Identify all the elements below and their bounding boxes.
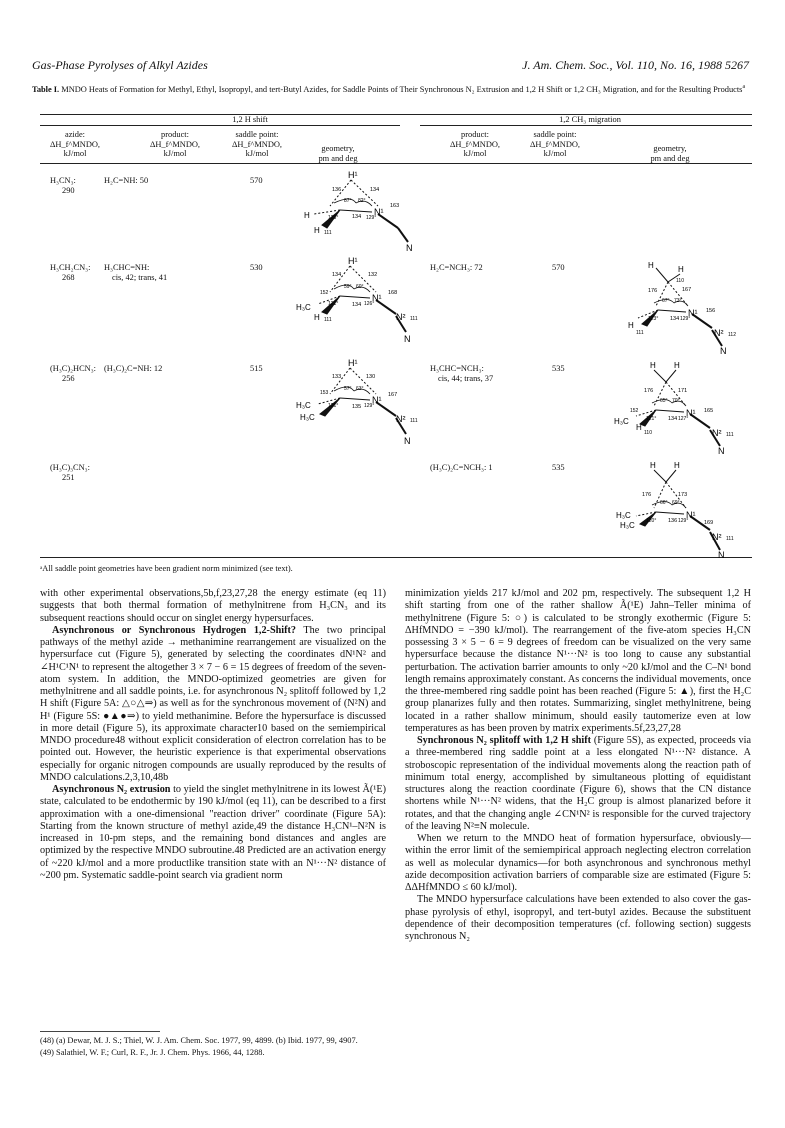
- row2-h-product-isomers: cis, 42; trans, 41: [112, 273, 168, 282]
- geometry-isopropyl-h-shift: [290, 356, 440, 448]
- geo6-sub: H₃C: [616, 511, 631, 520]
- geo4-b1: 134: [670, 316, 680, 322]
- geo2-n2: N²: [396, 312, 406, 322]
- geo6-top2: H: [674, 461, 680, 470]
- geo1-a1: 136: [332, 187, 342, 193]
- right-paragraph-4: [405, 894, 751, 943]
- table-footnote: ᵃAll saddle point geometries have been gradient norm minimized (see text).: [40, 564, 293, 573]
- geo2-b1: 134: [352, 302, 362, 308]
- geo1-a4: 82°: [358, 198, 366, 204]
- row4-azide: (H₃C)₃CN₃:: [50, 463, 90, 472]
- reference-48: (48) (a) Dewar, M. J. S.; Thiel, W. J. Am. Chem. Soc. 1977, 99, 4899. (b) Ibid. 1977, 99, 4907.: [40, 1036, 358, 1045]
- geo6-sub2: H₃C: [620, 521, 635, 530]
- col-header-azide-line3: kJ/mol: [63, 149, 87, 158]
- left-paragraph-3-text: to yield the singlet methylnitrene in its lowest Ã(¹E) state, calculated to be endothermic by 190 kJ/mol (eq 11), can be described to a first approximation with a one-dimensional "reaction driver" coordinate (Figure 5A): Starting from the known structure of methyl azide,49 the distance H₃CN¹–N²N is increased in 10-pm steps, and the remaining bond distances and angles are optimized by the respective MNDO subroutine.48 Predicted are an activation energy of ~220 kJ/mol and a more productlike transition state with an N¹···N² distance of ~200 pm. Systematic saddle-point search via gradient norm: [40, 784, 386, 881]
- geo6-a2: 173: [678, 492, 688, 498]
- geo5-h: H: [636, 423, 642, 432]
- geo4-c-distance: 167: [682, 287, 692, 293]
- col-header-h-product: [140, 130, 210, 159]
- row2-azide: H₃CH₂CN₃:: [50, 263, 91, 272]
- geo1-h: H: [314, 226, 320, 235]
- geo5-n1: N¹: [686, 408, 696, 418]
- geo6-n3: N: [718, 550, 725, 560]
- geo2-b3: 126°: [364, 301, 375, 307]
- geo1-n1: N¹: [374, 207, 384, 217]
- geometry-methyl-h-shift: [300, 170, 440, 252]
- ch3-group-rule: [420, 125, 752, 126]
- group-header-h-shift: 1,2 H shift: [232, 115, 268, 124]
- geo3-a1: 133: [332, 374, 342, 380]
- geo2-sub: H₃C: [296, 303, 311, 312]
- geo5-top: H: [650, 361, 656, 370]
- right-paragraph-2-text: (Figure 5S), as expected, proceeds via a three-membered ring saddle point at a less elongated N¹···N² distance. A stroboscopic representation of the individual movements along the reaction path of minimum total energy, accomplished by simultaneous plotting of equidistant structures along the reaction coordinate (Figure 6), shows that the CN distance shortens while N¹···N² widens, that the H₂C group is almost planarized before it rotates, and that the changing angle ∠CN¹N² is responsible for the curved trajectory of the leaving N²≡N molecule.: [405, 735, 752, 832]
- geo4-b3: 129°: [680, 316, 691, 322]
- col-header-m-saddle-line2: ΔH_f^MNDO,: [529, 139, 581, 149]
- table-caption-text: MNDO Heats of Formation for Methyl, Ethyl, Isopropyl, and tert-Butyl Azides, for Saddle Points of Their Synchronous N₂ Extrusion and 1,2 H Shift or 1,2 CH₃ Migration, and for the Resulting Products: [61, 84, 743, 94]
- geo5-b1: 134: [668, 416, 678, 422]
- geo6-b1: 136: [668, 518, 678, 524]
- geo5-b2: 121°: [646, 416, 657, 422]
- left-paragraph-1: [40, 588, 386, 625]
- geo5-n2: N²: [712, 428, 722, 438]
- geo1-h-distance: 111: [324, 230, 332, 236]
- geo4-top: H: [648, 261, 654, 270]
- row2-h-product: H₃CHC=NH:: [104, 263, 150, 272]
- col-header-m-saddle: [520, 130, 590, 159]
- geo5-h-distance: 110: [644, 430, 652, 436]
- geo2-n2-distance: 111: [410, 316, 418, 322]
- row2-h-saddle: 530: [250, 263, 263, 272]
- geo1-b1: 134: [352, 214, 362, 220]
- geo1-b3: 129°: [366, 215, 377, 221]
- table-label: Table I.: [32, 84, 60, 94]
- left-paragraph-3: [40, 784, 386, 882]
- row3-h-saddle: 515: [250, 364, 263, 373]
- geo4-n3: N: [720, 346, 727, 356]
- geo4-top2: H: [678, 265, 684, 274]
- col-header-m-geometry: [630, 144, 710, 163]
- col-header-h-saddle-line3: kJ/mol: [245, 149, 269, 158]
- row2-m-product: H₂C=NCH₃: 72: [430, 263, 483, 272]
- geo5-b3: 127°: [678, 416, 689, 422]
- geometry-ethyl-h-shift: [290, 254, 440, 344]
- left-paragraph-1-text: with other experimental observations,5b,f,23,27,28 the energy estimate (eq 11) suggests that both thermal formation of methylnitrene from H₃CN₃ and its subsequent reactions should occur on singlet energy hypersurfaces.: [40, 588, 386, 624]
- geo6-a3: 66°: [660, 500, 668, 506]
- col-header-azide: [44, 130, 106, 159]
- geo5-c-distance: 152: [630, 408, 639, 414]
- geo2-a1: 134: [332, 272, 342, 278]
- geo5-a3: 65°: [660, 398, 668, 404]
- geo5-n2-distance: 111: [726, 432, 734, 438]
- geo2-a3: 59°: [344, 284, 352, 290]
- geo1-a5: 163: [390, 203, 400, 209]
- geo4-top-distance: 110: [676, 278, 684, 284]
- col-header-m-geometry-line2: pm and deg: [650, 153, 690, 163]
- row1-azide-value: 290: [62, 186, 75, 195]
- geo4-h-distance: 111: [636, 330, 644, 336]
- col-header-h-saddle: [222, 130, 292, 159]
- table-header-rule: [40, 163, 752, 164]
- col-header-m-product-line3: kJ/mol: [463, 149, 487, 158]
- geo6-n2: N²: [712, 532, 722, 542]
- geo3-a2: 130: [366, 374, 376, 380]
- geo1-a3: 87°: [344, 198, 352, 204]
- geo2-h-distance: 111: [324, 317, 332, 323]
- left-paragraph-2: [40, 625, 386, 784]
- caption-footnote-mark: a: [742, 84, 746, 90]
- geo5-a1: 176: [644, 388, 654, 394]
- right-paragraph-4-text: The MNDO hypersurface calculations have been extended to also cover the gas-phase pyrolysis of ethyl, isopropyl, and tert-butyl azides. Because the substituent dependence of their decomposition temperatures (cf. following section) suggests synchronous N₂: [405, 894, 751, 942]
- col-header-h-saddle-line1: saddle point:: [235, 130, 279, 139]
- geo4-n2-distance: 112: [728, 332, 736, 338]
- geo2-n1: N¹: [372, 293, 382, 303]
- col-header-h-product-line3: kJ/mol: [163, 149, 187, 158]
- row1-h-saddle: 570: [250, 176, 263, 185]
- h-shift-group-rule: [40, 125, 400, 126]
- geo3-b1: 135: [352, 404, 362, 410]
- geo5-a2: 171: [678, 388, 688, 394]
- geo6-n1: N¹: [686, 510, 696, 520]
- geo1-a2: 134: [370, 187, 380, 193]
- right-paragraph-1: [405, 588, 751, 735]
- col-header-m-geometry-line1: geometry,: [653, 144, 687, 153]
- row3-azide: (H₃C)₂HCN₃:: [50, 364, 96, 373]
- geo3-sub: H₃C: [296, 401, 311, 410]
- geo1-b2: 123°: [328, 215, 339, 221]
- left-paragraph-3-heading: Asynchronous N₂ extrusion: [52, 784, 171, 795]
- row4-azide-value: 251: [62, 473, 75, 482]
- geo6-a4: 69°: [672, 500, 680, 506]
- geo2-a5: 168: [388, 290, 398, 296]
- table-caption: [32, 82, 750, 95]
- geo2-a4: 60°: [356, 284, 364, 290]
- geo6-b3: 129°: [678, 518, 689, 524]
- col-header-h-product-line1: product:: [161, 130, 189, 139]
- geo3-top: H¹: [348, 358, 358, 368]
- col-header-h-saddle-line2: ΔH_f^MNDO,: [231, 139, 283, 149]
- col-header-azide-line1: azide:: [65, 130, 85, 139]
- geo3-n2-distance: 111: [410, 418, 418, 424]
- geo3-c-distance: 153: [320, 390, 329, 396]
- geo3-a4: 63°: [356, 386, 364, 392]
- geometry-tert-butyl-ch3-migration: [612, 456, 762, 560]
- geo3-n2: N²: [396, 414, 406, 424]
- row1-azide: H₃CN₃:: [50, 176, 76, 185]
- geo6-a1: 176: [642, 492, 652, 498]
- geo4-a1: 176: [648, 288, 658, 294]
- geo5-n3: N: [718, 446, 725, 456]
- row4-m-saddle: 535: [552, 463, 565, 472]
- geo3-n3: N: [404, 436, 411, 446]
- running-title: Gas-Phase Pyrolyses of Alkyl Azides: [32, 58, 208, 72]
- row3-h-product: (H₃C)₂C=NH: 12: [104, 364, 163, 373]
- row2-m-saddle: 570: [552, 263, 565, 272]
- right-paragraph-2-heading: Synchronous N₂ splitoff with 1,2 H shift: [417, 735, 591, 746]
- geo2-c-distance: 152: [320, 290, 329, 296]
- group-header-ch3-migration: 1,2 CH₃ migration: [559, 115, 621, 124]
- geo4-n2: N²: [714, 328, 724, 338]
- col-header-m-product-line1: product:: [461, 130, 489, 139]
- geo5-a5: 165: [704, 408, 714, 414]
- geo3-sub2: H₃C: [300, 413, 315, 422]
- geometry-isopropyl-ch3-migration: [614, 356, 764, 456]
- left-paragraph-2-heading: Asynchronous or Synchronous Hydrogen 1,2-Shift?: [52, 624, 296, 636]
- col-header-h-geometry: [298, 144, 378, 163]
- row3-m-product: H₃CHC=NCH₃:: [430, 364, 484, 373]
- row2-azide-value: 268: [62, 273, 75, 282]
- col-header-m-saddle-line3: kJ/mol: [543, 149, 567, 158]
- geo4-b2: 123°: [648, 316, 659, 322]
- col-header-m-product-line2: ΔH_f^MNDO,: [449, 139, 501, 149]
- col-header-m-product: [440, 130, 510, 159]
- geo4-a4: 73°: [674, 298, 682, 304]
- geo2-a2: 132: [368, 272, 378, 278]
- geo2-top: H¹: [348, 256, 358, 266]
- row3-m-saddle: 535: [552, 364, 565, 373]
- right-column: [405, 588, 751, 943]
- col-header-h-geometry-line2: pm and deg: [318, 153, 358, 163]
- geo4-a3: 67°: [662, 298, 670, 304]
- geometry-ethyl-ch3-migration: [618, 256, 768, 356]
- geo3-b3: 129°: [364, 403, 375, 409]
- geo1-top: H¹: [348, 170, 358, 180]
- col-header-m-saddle-line1: saddle point:: [533, 130, 577, 139]
- geo5-a4: 70°: [672, 398, 680, 404]
- geo3-n1: N¹: [372, 395, 382, 405]
- geo6-top: H: [650, 461, 656, 470]
- left-paragraph-2-text: The two principal pathways of the methyl azide → methanimine rearrangement are visualized on the hypersurface cut (Figure 5), generated by selecting the coordinates dN¹N² and ∠H¹C¹N¹ to represent the altogether 3 × 7 − 6 = 15 degrees of freedom of the seven-atom system. In addition, the MNDO-optimized geometries are given for methylnitrene and all saddle points, i.e. for asynchronous N₂ splitoff followed by 1,2 H shift (Figure 5A: △○△⇒) as well as for the synchronous movement of (N²N) and H¹ (Figure 5S: ●▲●⇒) to yield methanimine. Before the hypersurface is discussed in more detail (Figure 5), its approximate character10 based on the semiempirical MNDO procedure48 without explicit consideration of electron correlation has to be pointed out. However, the heuristic experience is that experimental observations especially for organic nitrogen compounds are usually reproduced by the results of MNDO calculations.2,3,10,48b: [40, 624, 386, 783]
- geo3-a3: 57°: [344, 386, 352, 392]
- geo2-n3: N: [404, 334, 411, 344]
- col-header-h-geometry-line1: geometry,: [321, 144, 355, 153]
- row3-azide-value: 256: [62, 374, 75, 383]
- geo3-a5: 167: [388, 392, 398, 398]
- left-column: [40, 588, 386, 882]
- running-header: [32, 58, 749, 74]
- geo1-c-left: H: [304, 211, 310, 220]
- geo1-n2: N: [406, 243, 413, 252]
- right-paragraph-3: [405, 833, 751, 894]
- col-header-h-product-line2: ΔH_f^MNDO,: [149, 139, 201, 149]
- references-rule: [40, 1031, 160, 1032]
- geo5-sub: H₃C: [614, 417, 629, 426]
- geo4-h: H: [628, 321, 634, 330]
- geo6-a5: 169: [704, 520, 714, 526]
- journal-citation: J. Am. Chem. Soc., Vol. 110, No. 16, 1988 5267: [522, 58, 749, 72]
- geo3-b2: 121°: [328, 403, 339, 409]
- geo2-b2: 121°: [328, 301, 339, 307]
- geo4-n1: N¹: [688, 308, 698, 318]
- col-header-azide-line2: ΔH_f^MNDO,: [49, 139, 101, 149]
- geo2-h: H: [314, 313, 320, 322]
- right-paragraph-3-text: When we return to the MNDO heat of formation hypersurface, obviously—within the error limit of the semiempirical approach neglecting electron correlation as well as molecular dynamics—for both asynchronous and synchronous methyl azide decomposition activation barriers of comparable size are estimated (Figure 5: ΔΔHfMNDO ≤ 60 kJ/mol).: [405, 833, 751, 893]
- row1-h-product: H₂C=NH: 50: [104, 176, 149, 185]
- references: [40, 1036, 386, 1059]
- right-paragraph-2: [405, 735, 751, 833]
- reference-49: (49) Salathiel, W. F.; Curl, R. F., Jr. J. Chem. Phys. 1966, 44, 1288.: [40, 1047, 265, 1057]
- geo4-a5: 156: [706, 308, 716, 314]
- right-paragraph-1-text: minimization yields 217 kJ/mol and 202 pm, respectively. The subsequent 1,2 H shift starting from one of the rather shallow Ã(¹E) Jahn–Teller minima of methylnitrene (Figure 5: ○) is calculated to be strongly exothermic (Figure 5: ΔHfMNDO = −390 kJ/mol). The rearrangement of the five-atom species H₃CN possessing 3 × 5 − 6 = 9 degrees of freedom can be visualized on the very same hypersurface because the distance N¹···N² is too long to cause any substantial perturbation. The activation barrier amounts to only ~20 kJ/mol and the C–N¹ bond length remains approximately constant. As concerns the individual movements, once the three-membered ring saddle point has been reached (Figure 5: ▲), first the H₂C group planarizes fully and then rotates. Summarizing, singlet methylnitrene, being located in a rather shallow minimum, should easily tautomerize even at low temperatures as has been proven by matrix experiments.5f,23,27,28: [405, 588, 751, 734]
- geo6-b2: 120°: [646, 518, 657, 524]
- row4-m-product: (H₃C)₂C=NCH₃: 1: [430, 463, 493, 472]
- row3-m-product-isomers: cis, 44; trans, 37: [438, 374, 494, 383]
- geo6-n2-distance: 111: [726, 536, 734, 542]
- geo5-top2: H: [674, 361, 680, 370]
